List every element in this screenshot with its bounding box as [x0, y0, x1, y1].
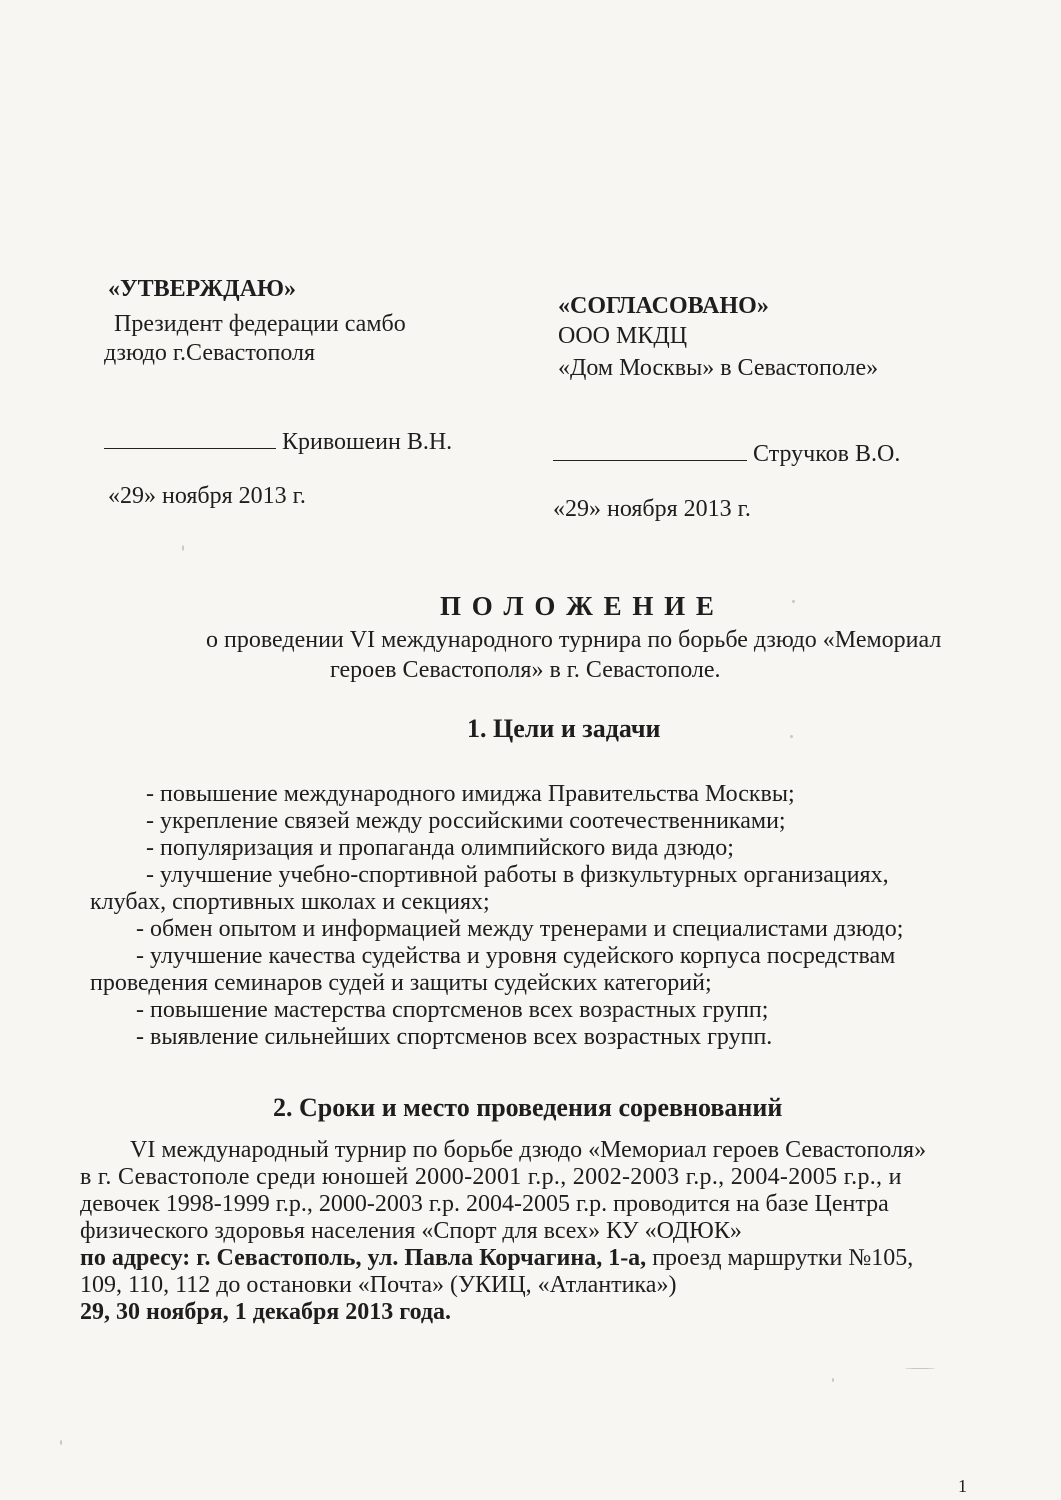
list-item: - улучшение учебно-спортивной работы в физкультурных организациях,	[146, 862, 889, 888]
section2-line: в г. Севастополе среди юношей 2000-2001 г.р., 2002-2003 г.р., 2004-2005 г.р., и	[80, 1164, 902, 1190]
section2-line: девочек 1998-1999 г.р., 2000-2003 г.р. 2004-2005 г.р. проводится на базе Центра	[80, 1191, 889, 1217]
address-rest: проезд маршрутки №105,	[646, 1245, 914, 1271]
agreed-title: «СОГЛАСОВАНО»	[558, 293, 769, 319]
address-bold: по адресу: г. Севастополь, ул. Павла Корчагина, 1-а,	[80, 1245, 647, 1271]
document-subtitle-line2: героев Севастополя» в г. Севастополе.	[330, 657, 721, 683]
list-item: проведения семинаров судей и защиты судейских категорий;	[90, 970, 712, 996]
document-title: П О Л О Ж Е Н И Е	[440, 591, 716, 621]
approve-line1: Президент федерации самбо	[114, 311, 406, 337]
approve-signer: Кривошеин В.Н.	[282, 429, 453, 455]
scan-speck	[905, 1368, 935, 1369]
section2-body	[80, 1137, 965, 1326]
scan-speck	[792, 600, 795, 603]
agreed-signature-line	[553, 460, 747, 461]
scan-speck	[182, 545, 184, 551]
section2-line: 109, 110, 112 до остановки «Почта» (УКИЦ, «Атлантика»)	[80, 1272, 677, 1298]
scan-speck	[60, 1440, 62, 1445]
section2-address-line	[80, 1245, 965, 1272]
section2-line: VI международный турнир по борьбе дзюдо «Мемориал героев Севастополя»	[130, 1137, 927, 1163]
section2-heading: 2. Сроки и место проведения соревнований	[273, 1093, 783, 1122]
agreed-line1: ООО МКДЦ	[558, 323, 688, 349]
page-number: 1	[958, 1476, 967, 1496]
agreed-signature-row	[553, 440, 900, 468]
list-item: клубах, спортивных школах и секциях;	[90, 889, 490, 915]
approve-title: «УТВЕРЖДАЮ»	[108, 276, 297, 302]
document-subtitle-line1: о проведении VI международного турнира по борьбе дзюдо «Мемориал	[206, 627, 942, 653]
scan-speck	[832, 1378, 834, 1382]
section1-heading: 1. Цели и задачи	[467, 714, 661, 743]
agreed-signer: Стручков В.О.	[753, 441, 901, 467]
agreed-date: «29» ноября 2013 г.	[553, 496, 751, 522]
section2-line: физического здоровья населения «Спорт для всех» КУ «ОДЮК»	[80, 1218, 742, 1244]
list-item: - улучшение качества судейства и уровня судейского корпуса посредствам	[136, 943, 896, 969]
list-item: - укрепление связей между российскими соотечественниками;	[146, 808, 786, 834]
list-item: - выявление сильнейших спортсменов всех возрастных групп.	[136, 1024, 773, 1050]
section1-list	[90, 781, 970, 1051]
section2-dates: 29, 30 ноября, 1 декабря 2013 года.	[80, 1299, 452, 1325]
agreed-line2: «Дом Москвы» в Севастополе»	[558, 355, 879, 381]
approve-signature-line	[104, 448, 276, 449]
approve-date: «29» ноября 2013 г.	[108, 483, 306, 509]
approve-signature-row	[104, 428, 452, 456]
scan-speck	[790, 735, 793, 738]
list-item: - повышение международного имиджа Правительства Москвы;	[146, 781, 795, 807]
list-item: - обмен опытом и информацией между тренерами и специалистами дзюдо;	[136, 916, 904, 942]
list-item: - повышение мастерства спортсменов всех возрастных групп;	[136, 997, 769, 1023]
approve-line2: дзюдо г.Севастополя	[104, 340, 316, 366]
list-item: - популяризация и пропаганда олимпийского вида дзюдо;	[146, 835, 734, 861]
